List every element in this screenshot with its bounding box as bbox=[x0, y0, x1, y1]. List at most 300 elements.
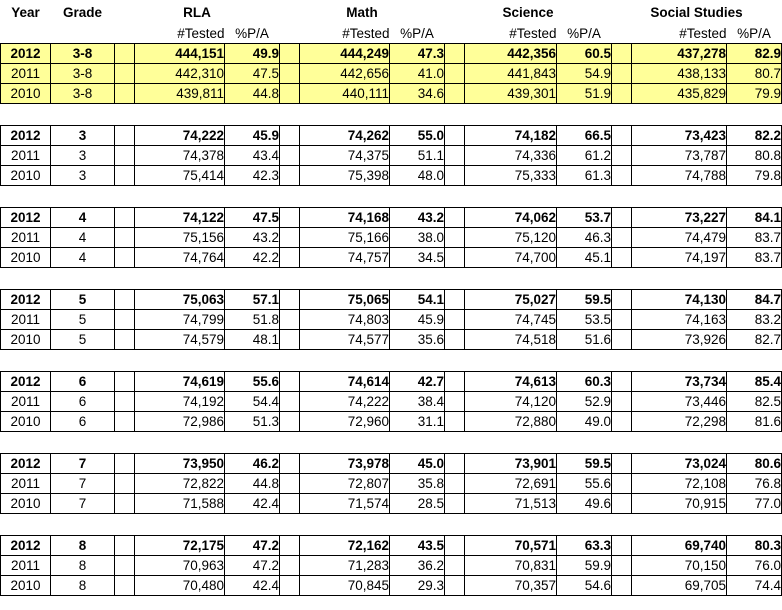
rla-tested-cell: 72,986 bbox=[135, 412, 225, 432]
rla-spacer-cell bbox=[115, 44, 135, 64]
social-studies-spacer-cell bbox=[612, 44, 632, 64]
rla-tested-cell: 75,414 bbox=[135, 166, 225, 186]
table-row bbox=[1, 412, 782, 432]
social-studies-pa-cell: 76.8 bbox=[727, 474, 782, 494]
rla-pa-cell: 55.6 bbox=[225, 372, 280, 392]
math-tested-cell: 442,656 bbox=[300, 64, 390, 84]
social-studies-pa-cell: 82.9 bbox=[727, 44, 782, 64]
rla-tested-cell: 75,063 bbox=[135, 290, 225, 310]
social-pa-header: %P/A bbox=[727, 25, 782, 44]
rla-header: RLA bbox=[183, 5, 211, 20]
grade-cell: 3 bbox=[51, 146, 115, 166]
science-pa-cell: 53.5 bbox=[557, 310, 612, 330]
social-studies-spacer-cell bbox=[612, 454, 632, 474]
social-studies-pa-cell: 85.4 bbox=[727, 372, 782, 392]
rla-pa-cell: 43.4 bbox=[225, 146, 280, 166]
social-studies-tested-cell: 437,278 bbox=[632, 44, 727, 64]
rla-spacer-cell bbox=[115, 454, 135, 474]
science-tested-header: #Tested bbox=[465, 25, 557, 44]
rla-spacer-cell bbox=[115, 146, 135, 166]
science-spacer-cell bbox=[445, 412, 465, 432]
group-spacer bbox=[1, 104, 782, 126]
grade-cell: 3 bbox=[51, 166, 115, 186]
social-studies-pa-cell: 77.0 bbox=[727, 494, 782, 514]
math-spacer-cell bbox=[280, 392, 300, 412]
rla-pa-header: %P/A bbox=[225, 25, 280, 44]
science-spacer-cell bbox=[445, 290, 465, 310]
rla-spacer-cell bbox=[115, 228, 135, 248]
math-spacer-cell bbox=[280, 208, 300, 228]
math-spacer-cell bbox=[280, 536, 300, 556]
social-studies-spacer-cell bbox=[612, 228, 632, 248]
science-tested-cell: 75,120 bbox=[465, 228, 557, 248]
math-pa-cell: 36.2 bbox=[390, 556, 445, 576]
math-pa-cell: 43.2 bbox=[390, 208, 445, 228]
math-header: Math bbox=[346, 5, 378, 20]
year-cell: 2010 bbox=[1, 494, 51, 514]
rla-pa-cell: 54.4 bbox=[225, 392, 280, 412]
science-pa-cell: 53.7 bbox=[557, 208, 612, 228]
social-tested-header: #Tested bbox=[632, 25, 727, 44]
math-pa-cell: 41.0 bbox=[390, 64, 445, 84]
science-pa-cell: 61.3 bbox=[557, 166, 612, 186]
year-cell: 2011 bbox=[1, 392, 51, 412]
rla-tested-cell: 74,122 bbox=[135, 208, 225, 228]
science-spacer-cell bbox=[445, 372, 465, 392]
math-pa-cell: 51.1 bbox=[390, 146, 445, 166]
rla-pa-cell: 51.3 bbox=[225, 412, 280, 432]
math-tested-cell: 70,845 bbox=[300, 576, 390, 596]
social-studies-pa-cell: 80.8 bbox=[727, 146, 782, 166]
year-cell: 2011 bbox=[1, 64, 51, 84]
science-spacer-cell bbox=[445, 126, 465, 146]
grade-cell: 7 bbox=[51, 494, 115, 514]
math-pa-cell: 35.8 bbox=[390, 474, 445, 494]
math-spacer-cell bbox=[280, 84, 300, 104]
math-spacer-cell bbox=[280, 454, 300, 474]
group-spacer bbox=[1, 432, 782, 454]
year-cell: 2010 bbox=[1, 84, 51, 104]
year-header: Year bbox=[11, 5, 40, 20]
rla-pa-cell: 47.2 bbox=[225, 536, 280, 556]
social-studies-pa-cell: 79.9 bbox=[727, 84, 782, 104]
table-row bbox=[1, 166, 782, 186]
science-pa-cell: 61.2 bbox=[557, 146, 612, 166]
social-studies-tested-cell: 73,024 bbox=[632, 454, 727, 474]
social-studies-tested-cell: 73,734 bbox=[632, 372, 727, 392]
social-studies-tested-cell: 73,227 bbox=[632, 208, 727, 228]
social-studies-tested-cell: 74,130 bbox=[632, 290, 727, 310]
math-pa-cell: 38.0 bbox=[390, 228, 445, 248]
rla-tested-cell: 439,811 bbox=[135, 84, 225, 104]
grade-cell: 5 bbox=[51, 290, 115, 310]
math-tested-cell: 74,614 bbox=[300, 372, 390, 392]
rla-spacer-cell bbox=[115, 494, 135, 514]
rla-spacer-cell bbox=[115, 330, 135, 350]
math-tested-cell: 74,222 bbox=[300, 392, 390, 412]
science-spacer-cell bbox=[445, 84, 465, 104]
table-row bbox=[1, 536, 782, 556]
science-tested-cell: 442,356 bbox=[465, 44, 557, 64]
rla-spacer-cell bbox=[115, 412, 135, 432]
rla-tested-cell: 72,175 bbox=[135, 536, 225, 556]
science-tested-cell: 74,062 bbox=[465, 208, 557, 228]
social-studies-pa-cell: 76.0 bbox=[727, 556, 782, 576]
rla-tested-cell: 73,950 bbox=[135, 454, 225, 474]
math-tested-cell: 75,166 bbox=[300, 228, 390, 248]
year-cell: 2012 bbox=[1, 372, 51, 392]
social-studies-spacer-cell bbox=[612, 84, 632, 104]
social-studies-spacer-cell bbox=[612, 208, 632, 228]
table-row bbox=[1, 392, 782, 412]
social-studies-pa-cell: 83.7 bbox=[727, 248, 782, 268]
table-row bbox=[1, 146, 782, 166]
table-row bbox=[1, 228, 782, 248]
social-studies-spacer-cell bbox=[612, 392, 632, 412]
math-tested-cell: 440,111 bbox=[300, 84, 390, 104]
science-tested-cell: 74,336 bbox=[465, 146, 557, 166]
table-row bbox=[1, 576, 782, 596]
math-pa-cell: 34.5 bbox=[390, 248, 445, 268]
grade-cell: 4 bbox=[51, 228, 115, 248]
science-pa-cell: 59.5 bbox=[557, 454, 612, 474]
science-spacer-cell bbox=[445, 454, 465, 474]
rla-pa-cell: 42.4 bbox=[225, 494, 280, 514]
rla-pa-cell: 43.2 bbox=[225, 228, 280, 248]
rla-spacer-cell bbox=[115, 208, 135, 228]
social-studies-spacer-cell bbox=[612, 474, 632, 494]
social-studies-spacer-cell bbox=[612, 126, 632, 146]
math-spacer-cell bbox=[280, 228, 300, 248]
math-tested-cell: 74,168 bbox=[300, 208, 390, 228]
rla-tested-cell: 74,378 bbox=[135, 146, 225, 166]
rla-spacer-cell bbox=[115, 474, 135, 494]
science-tested-cell: 441,843 bbox=[465, 64, 557, 84]
year-cell: 2010 bbox=[1, 330, 51, 350]
rla-tested-cell: 442,310 bbox=[135, 64, 225, 84]
math-spacer-cell bbox=[280, 576, 300, 596]
science-pa-cell: 63.3 bbox=[557, 536, 612, 556]
social-studies-pa-cell: 80.7 bbox=[727, 64, 782, 84]
math-tested-cell: 75,065 bbox=[300, 290, 390, 310]
rla-pa-cell: 51.8 bbox=[225, 310, 280, 330]
social-studies-spacer-cell bbox=[612, 412, 632, 432]
social-studies-pa-cell: 84.7 bbox=[727, 290, 782, 310]
group-spacer bbox=[1, 186, 782, 208]
year-cell: 2011 bbox=[1, 146, 51, 166]
rla-tested-cell: 74,764 bbox=[135, 248, 225, 268]
rla-tested-cell: 70,480 bbox=[135, 576, 225, 596]
science-pa-cell: 54.6 bbox=[557, 576, 612, 596]
science-pa-cell: 59.5 bbox=[557, 290, 612, 310]
rla-tested-cell: 72,822 bbox=[135, 474, 225, 494]
science-spacer-cell bbox=[445, 64, 465, 84]
social-studies-pa-cell: 83.2 bbox=[727, 310, 782, 330]
math-tested-cell: 74,577 bbox=[300, 330, 390, 350]
math-spacer-cell bbox=[280, 474, 300, 494]
rla-pa-cell: 47.2 bbox=[225, 556, 280, 576]
year-cell: 2011 bbox=[1, 556, 51, 576]
grade-cell: 8 bbox=[51, 576, 115, 596]
social-studies-tested-cell: 435,829 bbox=[632, 84, 727, 104]
science-spacer-cell bbox=[445, 146, 465, 166]
grade-cell: 8 bbox=[51, 556, 115, 576]
social-studies-tested-cell: 70,150 bbox=[632, 556, 727, 576]
social-studies-tested-cell: 72,108 bbox=[632, 474, 727, 494]
science-tested-cell: 74,120 bbox=[465, 392, 557, 412]
science-tested-cell: 73,901 bbox=[465, 454, 557, 474]
math-spacer-cell bbox=[280, 330, 300, 350]
math-spacer-cell bbox=[280, 494, 300, 514]
math-pa-cell: 34.6 bbox=[390, 84, 445, 104]
social-studies-spacer-cell bbox=[612, 166, 632, 186]
science-pa-cell: 51.6 bbox=[557, 330, 612, 350]
science-spacer-cell bbox=[445, 474, 465, 494]
year-cell: 2012 bbox=[1, 208, 51, 228]
math-pa-cell: 47.3 bbox=[390, 44, 445, 64]
table-row bbox=[1, 474, 782, 494]
grade-cell: 7 bbox=[51, 474, 115, 494]
math-pa-cell: 35.6 bbox=[390, 330, 445, 350]
rla-tested-cell: 75,156 bbox=[135, 228, 225, 248]
rla-tested-header: #Tested bbox=[135, 25, 225, 44]
rla-spacer-cell bbox=[115, 126, 135, 146]
rla-tested-cell: 74,222 bbox=[135, 126, 225, 146]
social-studies-tested-cell: 69,705 bbox=[632, 576, 727, 596]
rla-spacer-cell bbox=[115, 64, 135, 84]
year-cell: 2010 bbox=[1, 412, 51, 432]
table-row bbox=[1, 372, 782, 392]
rla-pa-cell: 45.9 bbox=[225, 126, 280, 146]
rla-spacer-cell bbox=[115, 310, 135, 330]
science-pa-cell: 52.9 bbox=[557, 392, 612, 412]
science-tested-cell: 74,745 bbox=[465, 310, 557, 330]
group-spacer bbox=[1, 350, 782, 372]
science-pa-cell: 66.5 bbox=[557, 126, 612, 146]
social-studies-tested-cell: 74,788 bbox=[632, 166, 727, 186]
grade-cell: 3-8 bbox=[51, 64, 115, 84]
science-pa-header: %P/A bbox=[557, 25, 612, 44]
grade-cell: 3 bbox=[51, 126, 115, 146]
science-tested-cell: 439,301 bbox=[465, 84, 557, 104]
rla-spacer-cell bbox=[115, 290, 135, 310]
social-studies-tested-cell: 73,787 bbox=[632, 146, 727, 166]
year-cell: 2012 bbox=[1, 44, 51, 64]
social-studies-spacer-cell bbox=[612, 290, 632, 310]
science-pa-cell: 60.3 bbox=[557, 372, 612, 392]
science-spacer-cell bbox=[445, 494, 465, 514]
grade-cell: 5 bbox=[51, 330, 115, 350]
science-spacer-cell bbox=[445, 44, 465, 64]
social-studies-pa-cell: 81.6 bbox=[727, 412, 782, 432]
math-spacer-cell bbox=[280, 44, 300, 64]
table-row bbox=[1, 64, 782, 84]
year-cell: 2010 bbox=[1, 166, 51, 186]
table-row bbox=[1, 44, 782, 64]
rla-pa-cell: 47.5 bbox=[225, 64, 280, 84]
social-studies-tested-cell: 73,423 bbox=[632, 126, 727, 146]
rla-pa-cell: 48.1 bbox=[225, 330, 280, 350]
math-tested-cell: 74,262 bbox=[300, 126, 390, 146]
rla-tested-cell: 70,963 bbox=[135, 556, 225, 576]
year-cell: 2012 bbox=[1, 290, 51, 310]
social-studies-spacer-cell bbox=[612, 64, 632, 84]
grade-cell: 3-8 bbox=[51, 44, 115, 64]
grade-cell: 8 bbox=[51, 536, 115, 556]
science-pa-cell: 51.9 bbox=[557, 84, 612, 104]
social-studies-spacer-cell bbox=[612, 372, 632, 392]
rla-spacer-cell bbox=[115, 536, 135, 556]
science-tested-cell: 75,027 bbox=[465, 290, 557, 310]
social-studies-spacer-cell bbox=[612, 494, 632, 514]
social-studies-pa-cell: 83.7 bbox=[727, 228, 782, 248]
table-row bbox=[1, 208, 782, 228]
table-row bbox=[1, 556, 782, 576]
group-spacer bbox=[1, 268, 782, 290]
table-row bbox=[1, 248, 782, 268]
science-spacer-cell bbox=[445, 166, 465, 186]
math-tested-cell: 444,249 bbox=[300, 44, 390, 64]
science-pa-cell: 55.6 bbox=[557, 474, 612, 494]
math-pa-cell: 45.0 bbox=[390, 454, 445, 474]
math-tested-header: #Tested bbox=[300, 25, 390, 44]
header-row-subjects bbox=[1, 0, 782, 25]
grade-cell: 3-8 bbox=[51, 84, 115, 104]
table-row bbox=[1, 330, 782, 350]
math-tested-cell: 72,807 bbox=[300, 474, 390, 494]
math-spacer-cell bbox=[280, 412, 300, 432]
social-studies-pa-cell: 84.1 bbox=[727, 208, 782, 228]
math-pa-cell: 29.3 bbox=[390, 576, 445, 596]
science-pa-cell: 49.6 bbox=[557, 494, 612, 514]
social-studies-spacer-cell bbox=[612, 536, 632, 556]
math-spacer-cell bbox=[280, 166, 300, 186]
math-tested-cell: 71,283 bbox=[300, 556, 390, 576]
table-row bbox=[1, 454, 782, 474]
science-spacer-cell bbox=[445, 392, 465, 412]
rla-spacer-cell bbox=[115, 556, 135, 576]
science-tested-cell: 70,357 bbox=[465, 576, 557, 596]
science-tested-cell: 74,182 bbox=[465, 126, 557, 146]
rla-tested-cell: 444,151 bbox=[135, 44, 225, 64]
year-cell: 2012 bbox=[1, 536, 51, 556]
group-spacer bbox=[1, 514, 782, 536]
social-studies-spacer-cell bbox=[612, 310, 632, 330]
math-pa-cell: 43.5 bbox=[390, 536, 445, 556]
math-spacer-cell bbox=[280, 64, 300, 84]
science-spacer-cell bbox=[445, 248, 465, 268]
social-studies-spacer-cell bbox=[612, 248, 632, 268]
science-pa-cell: 54.9 bbox=[557, 64, 612, 84]
year-cell: 2011 bbox=[1, 474, 51, 494]
social-studies-pa-cell: 74.4 bbox=[727, 576, 782, 596]
science-tested-cell: 70,831 bbox=[465, 556, 557, 576]
social-studies-pa-cell: 82.5 bbox=[727, 392, 782, 412]
math-tested-cell: 74,803 bbox=[300, 310, 390, 330]
rla-tested-cell: 71,588 bbox=[135, 494, 225, 514]
math-pa-cell: 38.4 bbox=[390, 392, 445, 412]
math-spacer-cell bbox=[280, 290, 300, 310]
social-studies-tested-cell: 438,133 bbox=[632, 64, 727, 84]
year-cell: 2010 bbox=[1, 576, 51, 596]
math-pa-cell: 48.0 bbox=[390, 166, 445, 186]
math-pa-cell: 54.1 bbox=[390, 290, 445, 310]
social-studies-tested-cell: 74,197 bbox=[632, 248, 727, 268]
grade-cell: 7 bbox=[51, 454, 115, 474]
math-pa-cell: 28.5 bbox=[390, 494, 445, 514]
social-studies-spacer-cell bbox=[612, 556, 632, 576]
math-spacer-cell bbox=[280, 310, 300, 330]
grade-cell: 6 bbox=[51, 412, 115, 432]
math-tested-cell: 74,757 bbox=[300, 248, 390, 268]
header-row-measures bbox=[1, 25, 782, 44]
year-cell: 2011 bbox=[1, 310, 51, 330]
math-tested-cell: 75,398 bbox=[300, 166, 390, 186]
rla-pa-cell: 44.8 bbox=[225, 474, 280, 494]
social-studies-tested-cell: 73,446 bbox=[632, 392, 727, 412]
math-tested-cell: 73,978 bbox=[300, 454, 390, 474]
science-tested-cell: 71,513 bbox=[465, 494, 557, 514]
science-header: Science bbox=[502, 5, 554, 20]
rla-tested-cell: 74,799 bbox=[135, 310, 225, 330]
math-spacer-cell bbox=[280, 126, 300, 146]
rla-spacer-cell bbox=[115, 392, 135, 412]
rla-spacer-cell bbox=[115, 576, 135, 596]
science-tested-cell: 75,333 bbox=[465, 166, 557, 186]
math-tested-cell: 71,574 bbox=[300, 494, 390, 514]
science-spacer-cell bbox=[445, 228, 465, 248]
math-tested-cell: 72,960 bbox=[300, 412, 390, 432]
grade-cell: 5 bbox=[51, 310, 115, 330]
social-studies-tested-cell: 74,163 bbox=[632, 310, 727, 330]
social-studies-tested-cell: 72,298 bbox=[632, 412, 727, 432]
math-spacer-cell bbox=[280, 146, 300, 166]
math-spacer-cell bbox=[280, 372, 300, 392]
science-pa-cell: 49.0 bbox=[557, 412, 612, 432]
math-pa-header: %P/A bbox=[390, 25, 445, 44]
science-spacer-cell bbox=[445, 536, 465, 556]
math-pa-cell: 45.9 bbox=[390, 310, 445, 330]
rla-spacer-cell bbox=[115, 84, 135, 104]
year-cell: 2012 bbox=[1, 454, 51, 474]
math-spacer-cell bbox=[280, 556, 300, 576]
grade-cell: 4 bbox=[51, 248, 115, 268]
rla-tested-cell: 74,192 bbox=[135, 392, 225, 412]
social-studies-pa-cell: 80.3 bbox=[727, 536, 782, 556]
social-studies-spacer-cell bbox=[612, 330, 632, 350]
rla-pa-cell: 46.2 bbox=[225, 454, 280, 474]
grade-cell: 4 bbox=[51, 208, 115, 228]
social-studies-spacer-cell bbox=[612, 576, 632, 596]
science-spacer-cell bbox=[445, 208, 465, 228]
year-cell: 2011 bbox=[1, 228, 51, 248]
social-studies-tested-cell: 70,915 bbox=[632, 494, 727, 514]
science-tested-cell: 72,880 bbox=[465, 412, 557, 432]
grade-cell: 6 bbox=[51, 392, 115, 412]
social-studies-tested-cell: 69,740 bbox=[632, 536, 727, 556]
social-studies-tested-cell: 74,479 bbox=[632, 228, 727, 248]
social-studies-pa-cell: 82.7 bbox=[727, 330, 782, 350]
year-cell: 2012 bbox=[1, 126, 51, 146]
rla-pa-cell: 47.5 bbox=[225, 208, 280, 228]
social-studies-spacer-cell bbox=[612, 146, 632, 166]
science-tested-cell: 74,613 bbox=[465, 372, 557, 392]
table-row bbox=[1, 84, 782, 104]
rla-pa-cell: 42.3 bbox=[225, 166, 280, 186]
science-pa-cell: 59.9 bbox=[557, 556, 612, 576]
rla-pa-cell: 57.1 bbox=[225, 290, 280, 310]
math-pa-cell: 42.7 bbox=[390, 372, 445, 392]
